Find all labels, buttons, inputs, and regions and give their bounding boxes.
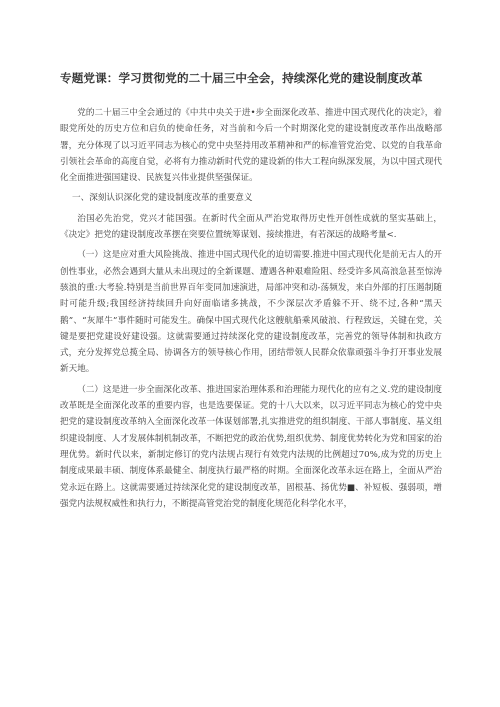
subsection-1-paragraph: （一）这是应对重大风险挑战、推进中国式现代化的迫切需要.推进中国式现代化是前无古人的开创性事业，必然会遇到大量从未出现过的全新课题、遭遇各种艰难险阻、经受许多风高浪急甚至惊涛骇浪的重:大考验.特别是当前世界百年变同加速演进，局部冲突和动-荡频发，来白外部的打压遏制随时可能升级;我国经济持续回升向好面临诸多挑战，不少深层次矛盾躲不开、绕不过,各种“黑天鹅”、“灰犀牛”事件随时可能发生。确保中国式现代化这艘航船乘风破浪、行程致远，关键在党，关键是要把党建设好建设强。这就需要通过持续深化党的建设制度改革，完善党的领导体制和执政方式，充分发挥党总揽全局、协调各方的领导核心作用，团结带领人民群众依靠顽强斗争打开事业发展新天地。 <box>60 250 442 375</box>
intro-paragraph: 党的二十届三中全会通过的《中共中央关于进•步全面深化改革、推进中国式现代化的决定》，着眼党所处的历史方位和启负的使命任务，对当前和今后一个时期深化党的建设制度改革作出战略部署，充分体现了以习近平同志为核心的党中央坚持用改革精神和严的标准管党治党、以党的自我革命引领社会革命的高度自觉，必将有力推动新时代党的建设新的伟大工程向纵深发展，为以中国式现代化全面推进强国建设、民族复兴伟业提供坚强保证。 <box>60 108 442 184</box>
section-heading: 一、深刻认识深化党的建设制度改革的重要意义 <box>72 193 253 204</box>
subsection-2-paragraph: （二）这是进一步全面深化改革、推进国家治理体系和治理能力现代化的应有之义.党的建设制度改革既是全面深化改革的重要内容，也是选要保证。党的十八大以来，以习近平同志为核心的党中央把党的建设制度改革纳入全面深化改革一体谋划部署,扎实推进党的组织制度、干部人事制度、基义组织建设制度、人才发展体制机制改革，不断把党的政治优势,组织优势、制度优势转化为党和国家的治理优势。新时代以来，新制定修订的党内法规占现行有效党内法规的比例超过70%,成为党的历史上制度成果最丰硕、制度体系最健全、制度执行最严格的时期。全面深化改革永远在路上，全面从严治党永远在路上。这就需要通过持续深化党的建设制度改革，固根基、扬优势■、补短板、强弱项，增强党内法规权威性和执行力，不断提高管党治党的制度化规范化科学化水平， <box>60 384 442 509</box>
document-title: 专题党课：学习贯彻党的二十届三中全会，持续深化党的建设制度改革 <box>60 71 423 85</box>
section-intro-paragraph: 治国必先治党，党兴才能国强。在新时代全面从严治党取得历史性开创性成就的坚实基础上，《决定》把党的建设制度改革摆在突要位置统筹谋划、接续推进，有若深远的战略考量<. <box>60 213 442 241</box>
